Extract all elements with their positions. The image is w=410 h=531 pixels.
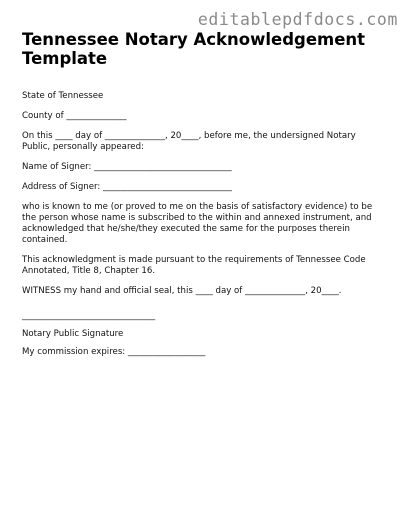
- notary-signature-label: Notary Public Signature: [22, 329, 124, 339]
- pursuant-paragraph: This acknowledgment is made pursuant to the requirements of Tennessee Code Annotated, Title 8, Chapter 16.: [22, 255, 369, 276]
- document-title: Tennessee Notary Acknowledgement Template: [22, 30, 366, 68]
- name-of-signer-line: Name of Signer: ________________________________: [22, 162, 232, 172]
- witness-line: WITNESS my hand and official seal, this ____ day of ______________, 20____.: [22, 286, 342, 296]
- signature-rule: _______________________________: [22, 311, 156, 321]
- state-line: State of Tennessee: [22, 91, 104, 101]
- county-line: County of ______________: [22, 111, 127, 121]
- notary-document: [22, 30, 382, 358]
- address-of-signer-line: Address of Signer: ______________________________: [22, 182, 232, 192]
- known-to-me-paragraph: who is known to me (or proved to me on the basis of satisfactory evidence) to be the person whose name is subscribed to the within and annexed instrument, and acknowledged that he/she/they executed the same for the purposes therein contained.: [22, 202, 375, 245]
- on-this-day-line: On this ____ day of ______________, 20____, before me, the undersigned Notary Public, personally appeared:: [22, 131, 359, 152]
- watermark-text: editablepdfdocs.com: [197, 10, 398, 29]
- commission-expires-line: My commission expires: __________________: [22, 347, 206, 357]
